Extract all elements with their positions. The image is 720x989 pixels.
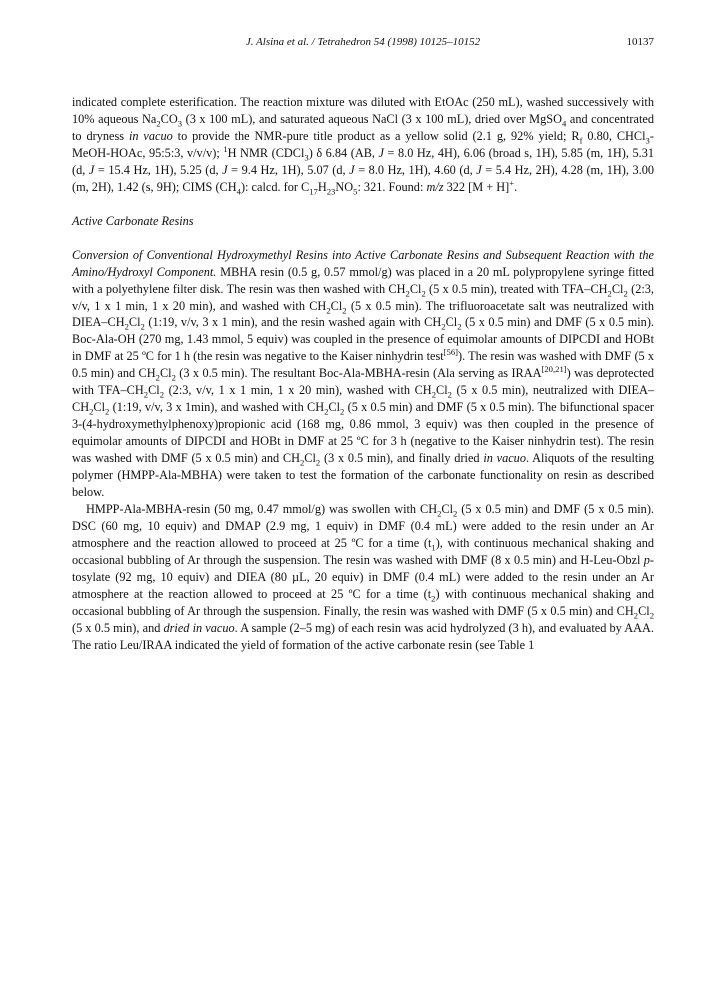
paragraph-heading: Conversion of Conventional Hydroxymethyl Resins into Active Carbonate Resins and Subsequent Reaction with the Amino/Hydroxyl Component.	[72, 247, 654, 279]
running-header	[72, 36, 654, 52]
page-number: 10137	[626, 36, 654, 48]
paragraph-resin-conversion: Conversion of Conventional Hydroxymethyl Resins into Active Carbonate Resins and Subsequent Reaction with the Amino/Hydroxyl Component. MBHA resin (0.5 g, 0.57 mmol/g) was placed in a 20 mL polypropylene syringe fitted with a polyethylene filter disk. The resin was then washed with $CH_2Cl_2$ (5 x 0.5 min), treated with TFA–$CH_2Cl_2$ (2:3, v/v, 1 x 1 min, 1 x 20 min), and washed with $CH_2Cl_2$ (5 x 0.5 min). The trifluoroacetate salt was neutralized with DIEA–$CH_2Cl_2$ (1:19, v/v, 3 x 1 min), and the resin washed again with $CH_2Cl_2$ (5 x 0.5 min) and DMF (5 x 0.5 min). Boc-Ala-OH (270 mg, 1.43 mmol, 5 equiv) was coupled in the presence of equimolar amounts of DIPCDI and HOBt in DMF at 25 ºC for 1 h (the resin was negative to the Kaiser ninhydrin test[56]). The resin was washed with DMF (5 x 0.5 min) and $CH_2Cl_2$ (3 x 0.5 min). The resultant Boc-Ala-MBHA-resin (Ala serving as IRAA[20,21]) was deprotected with TFA–$CH_2Cl_2$ (2:3, v/v, 1 x 1 min, 1 x 20 min), washed with $CH_2Cl_2$ (5 x 0.5 min), neutralized with DIEA–$CH_2Cl_2$ (1:19, v/v, 3 x 1min), and washed with $CH_2Cl_2$ (5 x 0.5 min) and DMF (5 x 0.5 min). The bifunctional spacer 3-(4-hydroxymethylphenoxy)propionic acid (168 mg, 0.86 mmol, 3 equiv) was then coupled in the presence of equimolar amounts of DIPCDI and HOBt in DMF at 25 ºC for 3 h (negative to the Kaiser ninhydrin test). The resin was washed with DMF (5 x 0.5 min) and $CH_2Cl_2$ (3 x 0.5 min), and finally dried in vacuo. Aliquots of the resulting polymer (HMPP-Ala-MBHA) were taken to test the formation of the carbonate functionality on resin as described below.	[72, 247, 654, 500]
journal-citation: J. Alsina et al. / Tetrahedron 54 (1998) 10125–10152	[245, 36, 481, 48]
section-heading: Active Carbonate Resins	[72, 213, 194, 228]
paragraph-esterification-workup: indicated complete esterification. The reaction mixture was diluted with EtOAc (250 mL), washed successively with 10% aqueous $Na_2CO_3$ (3 x 100 mL), and saturated aqueous NaCl (3 x 100 mL), dried over MgSO$_4$ and concentrated to dryness in vacuo to provide the NMR-pure title product as a yellow solid (2.1 g, 92% yield; $R_f$ 0.80, CHCl$_3$-MeOH-HOAc, 95:5:3, v/v/v); $^1$H NMR (CDCl$_3$) δ 6.84 (AB, J = 8.0 Hz, 4H), 6.06 (broad s, 1H), 5.85 (m, 1H), 5.31 (d, J = 15.4 Hz, 1H), 5.25 (d, J = 9.4 Hz, 1H), 5.07 (d, J = 8.0 Hz, 1H), 4.60 (d, J = 5.4 Hz, 2H), 4.28 (m, 1H), 3.00 (m, 2H), 1.42 (s, 9H); CIMS $(CH_4)$: calcd. for $C_{17}H_{23}NO_5$: 321. Found: m/z 322 [M + H]+.	[72, 95, 655, 197]
article-body	[72, 94, 654, 654]
paragraph-carbonate-formation: HMPP-Ala-MBHA-resin (50 mg, 0.47 mmol/g) was swollen with $CH_2Cl_2$ (5 x 0.5 min) and DMF (5 x 0.5 min). DSC (60 mg, 10 equiv) and DMAP (2.9 mg, 1 equiv) in DMF (0.4 mL) were added to the resin under an Ar atmosphere and the reaction allowed to proceed at 25 ºC for a time $(t_1)$, with continuous mechanical shaking and occasional bubbling of Ar through the suspension. The resin was washed with DMF (8 x 0.5 min) and H-Leu-Obzl p-tosylate (92 mg, 10 equiv) and DIEA (80 µL, 20 equiv) in DMF (0.4 mL) were added to the resin under an Ar atmosphere at the reaction allowed to proceed at 25 ºC for a time $(t_2)$ with continuous mechanical shaking and occasional bubbling of Ar through the suspension. Finally, the resin was washed with DMF (5 x 0.5 min) and $CH_2Cl_2$ (5 x 0.5 min), and dried in vacuo. A sample (2–5 mg) of each resin was acid hydrolyzed (3 h), and evaluated by AAA. The ratio Leu/IRAA indicated the yield of formation of the active carbonate resin (see Table 1	[72, 501, 654, 652]
